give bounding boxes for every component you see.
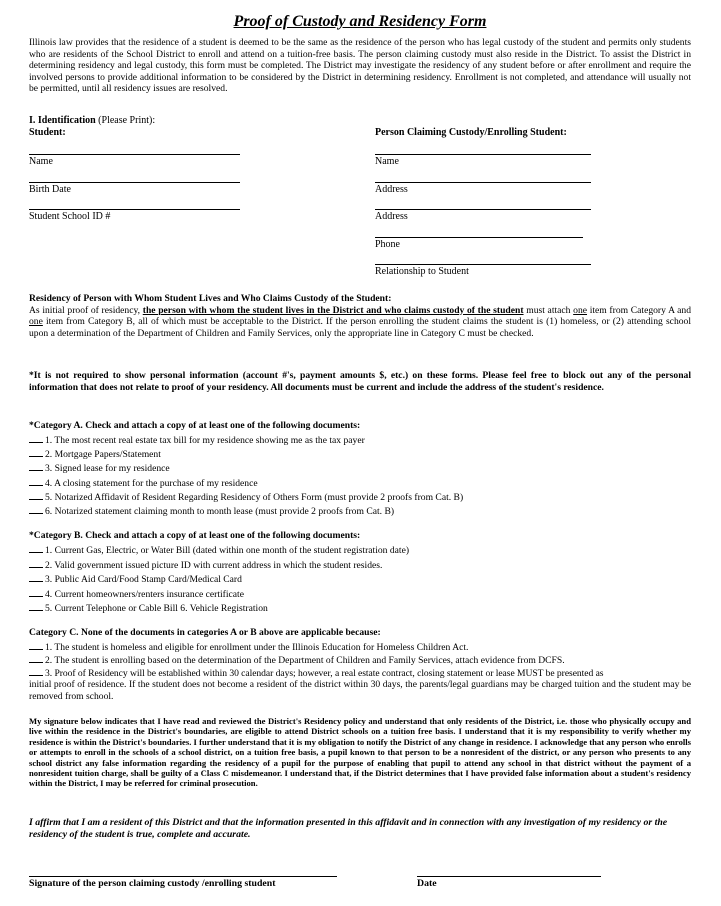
checkbox-line[interactable] xyxy=(29,448,43,457)
category-c-item-1[interactable] xyxy=(29,641,468,654)
category-b-item-5-label: 5. Current Telephone or Cable Bill 6. Vehicle Registration xyxy=(45,603,268,614)
signature-label: Signature of the person claiming custody /enrolling student xyxy=(29,878,276,889)
category-a-item-3[interactable] xyxy=(29,462,170,475)
custodian-phone-label: Phone xyxy=(375,239,400,250)
checkbox-line[interactable] xyxy=(29,573,43,582)
residency-text-3: must attach xyxy=(523,304,574,316)
checkbox-line[interactable] xyxy=(29,477,43,486)
student-heading: Student: xyxy=(29,127,66,138)
student-id-label: Student School ID # xyxy=(29,211,111,222)
category-a-item-4[interactable] xyxy=(29,477,258,490)
category-c-heading: Category C. None of the documents in categories A or B above are applicable because: xyxy=(29,627,381,638)
category-c-item-3-label: 3. Proof of Residency will be established within 30 calendar days; however, a real estate contract, closing statement or lease MUST be presented as xyxy=(45,668,604,679)
student-birthdate-label: Birth Date xyxy=(29,184,71,195)
checkbox-line[interactable] xyxy=(29,602,43,611)
category-a-heading: *Category A. Check and attach a copy of at least one of the following documents: xyxy=(29,420,361,431)
student-birthdate-line[interactable] xyxy=(29,182,240,183)
category-b-item-2[interactable] xyxy=(29,559,382,572)
identification-note: (Please Print): xyxy=(95,115,156,126)
custodian-address-line-1[interactable] xyxy=(375,182,591,183)
category-a-item-1-label: 1. The most recent real estate tax bill for my residence showing me as the tax payer xyxy=(45,435,365,446)
custodian-relationship-label: Relationship to Student xyxy=(375,266,469,277)
custodian-heading: Person Claiming Custody/Enrolling Student: xyxy=(375,127,567,138)
residency-text-1: As initial proof of residency, xyxy=(29,304,143,316)
residency-text-2: the person with whom the student lives in the District and who claims custody of the student xyxy=(142,304,524,316)
checkbox-line[interactable] xyxy=(29,491,43,500)
custodian-address-line-2[interactable] xyxy=(375,209,591,210)
personal-info-notice: *It is not required to show personal information (account #'s, payment amounts $, etc.) on these forms. Please feel free to block out any of the personal information that does not relate to proof of your residency. All documents must be current and include the address of the student's residence. xyxy=(29,370,691,393)
category-b-item-1-label: 1. Current Gas, Electric, or Water Bill (dated within one month of the student registration date) xyxy=(45,545,410,556)
category-c-item-3[interactable] xyxy=(29,667,603,680)
category-b-item-5[interactable] xyxy=(29,602,268,615)
custodian-name-label: Name xyxy=(375,156,399,167)
category-b-item-3-label: 3. Public Aid Card/Food Stamp Card/Medical Card xyxy=(45,574,242,585)
checkbox-line[interactable] xyxy=(29,667,43,676)
residency-paragraph xyxy=(29,305,691,340)
category-a-item-2-label: 2. Mortgage Papers/Statement xyxy=(45,449,161,460)
category-b-item-1[interactable] xyxy=(29,544,409,557)
category-b-heading: *Category B. Check and attach a copy of at least one of the following documents: xyxy=(29,530,361,541)
category-c-item-2-label: 2. The student is enrolling based on the determination of the Department of Children and Family Services, attach evidence from DCFS. xyxy=(45,655,565,666)
student-id-line[interactable] xyxy=(29,209,240,210)
residency-text-4: one xyxy=(573,304,588,316)
date-label: Date xyxy=(417,878,437,889)
category-c-item-3-continuation: initial proof of residence. If the student does not become a resident of the district within 30 days, the parents/legal guardians may be charged tuition and the student may be removed from school. xyxy=(29,679,691,702)
category-a-item-6-label: 6. Notarized statement claiming month to month lease (must provide 2 proofs from Cat. B) xyxy=(45,506,395,517)
identification-title: I. Identification xyxy=(29,115,96,126)
identification-heading xyxy=(29,115,155,127)
checkbox-line[interactable] xyxy=(29,462,43,471)
checkbox-line[interactable] xyxy=(29,559,43,568)
residency-text-7: item from Category B, all of which must be acceptable to the District. If the person enrolling the student claims the student is (1) homeless, or (2) attending school upon a determination of the Department of Children and Family Services, only the appropriate line in Category C must be checked. xyxy=(29,316,691,339)
category-a-item-3-label: 3. Signed lease for my residence xyxy=(45,463,170,474)
checkbox-line[interactable] xyxy=(29,588,43,597)
student-name-label: Name xyxy=(29,156,53,167)
custodian-name-line[interactable] xyxy=(375,154,591,155)
student-name-line[interactable] xyxy=(29,154,240,155)
category-a-item-2[interactable] xyxy=(29,448,161,461)
residency-text-6: one xyxy=(29,316,43,328)
category-a-item-5-label: 5. Notarized Affidavit of Resident Regarding Residency of Others Form (must provide 2 proofs from Cat. B) xyxy=(45,492,464,503)
checkbox-line[interactable] xyxy=(29,544,43,553)
checkbox-line[interactable] xyxy=(29,505,43,514)
form-title: Proof of Custody and Residency Form xyxy=(233,13,487,30)
category-b-item-4[interactable] xyxy=(29,588,244,601)
custodian-relationship-line[interactable] xyxy=(375,264,591,265)
category-b-item-2-label: 2. Valid government issued picture ID with current address in which the student resides. xyxy=(45,560,383,571)
residency-heading: Residency of Person with Whom Student Lives and Who Claims Custody of the Student: xyxy=(29,293,392,304)
residency-text-5: item from Category A and xyxy=(587,304,691,316)
checkbox-line[interactable] xyxy=(29,654,43,663)
custodian-address-label-1: Address xyxy=(375,184,408,195)
category-a-item-4-label: 4. A closing statement for the purchase of my residence xyxy=(45,478,258,489)
category-a-item-6[interactable] xyxy=(29,505,394,518)
intro-paragraph: Illinois law provides that the residence of a student is deemed to be the same as the residence of the person who has legal custody of the student and permits only students who are residents of the School District to enroll and attend on a tuition-free basis. The person claiming custody must also reside in the District. To assist the District in determining residency and legal custody, this form must be completed. The District may investigate the residency of any student before or after enrollment and require the involved persons to provide additional information to be considered by the District in determining residency. Enrollment is not completed, and attendance will usually not be permitted, until all residency issues are resolved. xyxy=(29,37,691,95)
custodian-address-label-2: Address xyxy=(375,211,408,222)
category-b-item-4-label: 4. Current homeowners/renters insurance certificate xyxy=(45,589,244,600)
category-c-item-2[interactable] xyxy=(29,654,565,667)
checkbox-line[interactable] xyxy=(29,434,43,443)
category-a-item-1[interactable] xyxy=(29,434,365,447)
category-a-item-5[interactable] xyxy=(29,491,463,504)
signature-statement: My signature below indicates that I have read and reviewed the District's Residency policy and understand that only residents of the District, i.e. those who physically occupy and live within the residence in the District's boundaries, are eligible to attend District schools on a tuition free basis. I understand that it is my responsibility to verify whether my residence is within the District's boundaries. I further understand that it is my obligation to notify the District of any change in residence. I acknowledge that any person who enrolls or attempts to enroll in the schools of a school district, on a tuition free basis, a pupil known to that person to be a nonresident of the district, or any person who presents to any school district any false information regarding the residency of a pupil for the purpose of enabling that pupil to attend any school in that district without the payment of a nonresident tuition charge, shall be guilty of a Class C misdemeanor. I understand that, if the District determines that I have provided false information about a student's residency within the District, I may be referred for criminal prosecution. xyxy=(29,716,691,789)
signature-line[interactable] xyxy=(29,876,337,877)
checkbox-line[interactable] xyxy=(29,641,43,650)
affirmation-statement: I affirm that I am a resident of this District and that the information presented in this affidavit and in connection with any investigation of my residency or the residency of the student is true, complete and accurate. xyxy=(29,817,668,840)
residency-section xyxy=(29,293,691,339)
category-b-item-3[interactable] xyxy=(29,573,242,586)
date-line[interactable] xyxy=(417,876,601,877)
custodian-phone-line[interactable] xyxy=(375,237,583,238)
category-c-item-1-label: 1. The student is homeless and eligible for enrollment under the Illinois Education for Homeless Children Act. xyxy=(45,642,469,653)
